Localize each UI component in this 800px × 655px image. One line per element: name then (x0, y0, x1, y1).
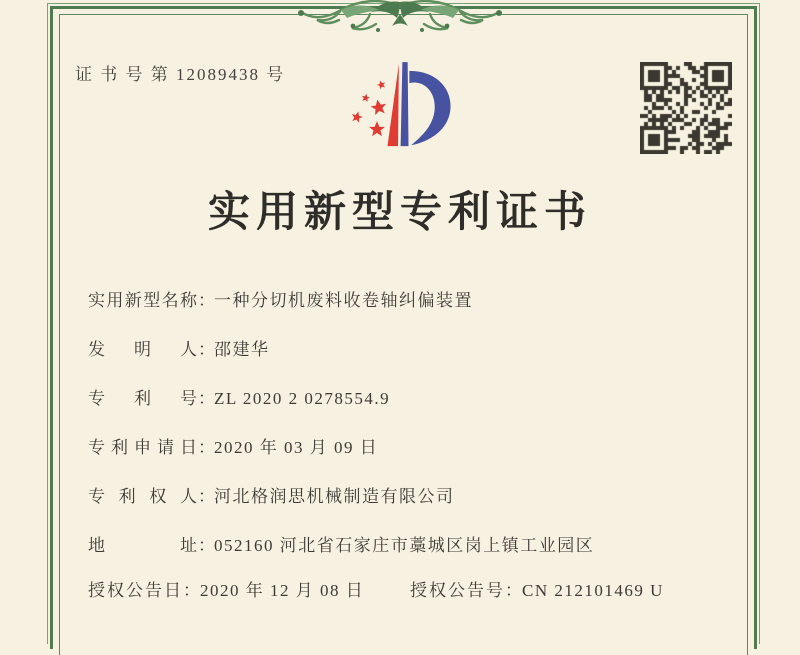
field-value: 2020 年 03 月 09 日 (214, 438, 379, 457)
field-value: 河北格润思机械制造有限公司 (214, 487, 455, 506)
field-row-patent-number (88, 384, 748, 433)
certificate-number: 证 书 号 第 12089438 号 (75, 65, 286, 84)
field-label: 地址 (88, 536, 198, 555)
grant-date: 授权公告日：2020 年 12 月 08 日 (88, 581, 365, 600)
field-row-patentee (88, 482, 748, 531)
field-value: 052160 河北省石家庄市藁城区岗上镇工业园区 (214, 536, 595, 555)
field-row-address (88, 531, 748, 580)
field-row-filing-date (88, 433, 748, 482)
field-row-utility-model-name (88, 286, 748, 335)
grant-number: 授权公告号：CN 212101469 U (410, 581, 664, 600)
field-colon: ： (198, 340, 216, 359)
field-label: 发明人 (88, 340, 198, 359)
grant-line (88, 576, 748, 601)
field-row-inventor (88, 335, 748, 384)
field-colon: ： (198, 389, 216, 408)
field-colon: ： (198, 487, 216, 506)
field-colon: ： (198, 536, 216, 555)
field-colon: ： (198, 291, 216, 310)
cnipa-logo-icon (328, 44, 468, 166)
field-value: ZL 2020 2 0278554.9 (214, 389, 391, 408)
field-label: 专利号 (88, 389, 198, 408)
qr-code (640, 62, 732, 154)
field-label: 专利权人 (88, 487, 198, 506)
field-colon: ： (198, 438, 216, 457)
field-list (88, 286, 748, 580)
top-flourish-ornament-icon (283, 0, 517, 36)
certificate-title: 实用新型专利证书 (207, 190, 592, 236)
field-value: 一种分切机废料收卷轴纠偏装置 (214, 291, 473, 310)
field-label: 实用新型名称 (88, 291, 198, 310)
field-label: 专利申请日 (88, 438, 198, 457)
field-value: 邵建华 (214, 340, 270, 359)
